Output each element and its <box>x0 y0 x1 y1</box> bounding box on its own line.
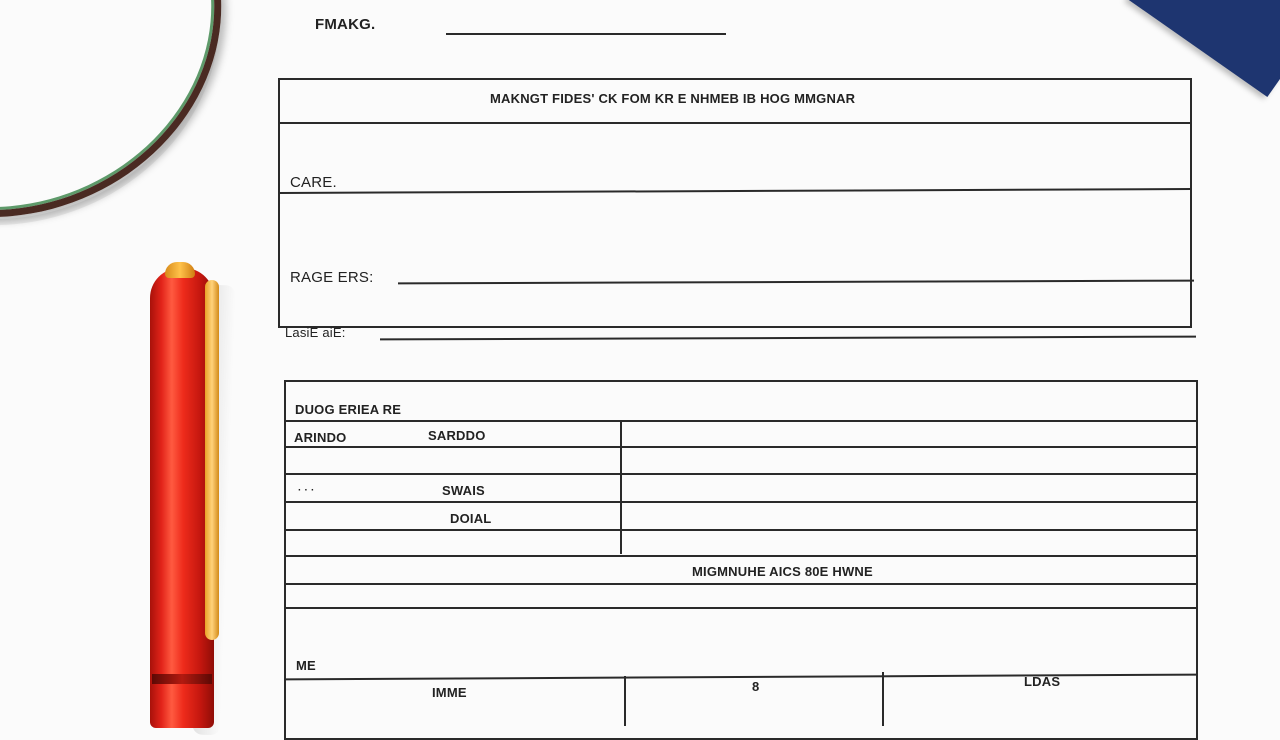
summary-header: MIGMNUHE AICS 80E HWNE <box>692 564 873 579</box>
bottom-col-1: IMME <box>432 685 467 700</box>
eyeglasses <box>0 0 277 277</box>
table-row-divider <box>284 555 1198 557</box>
col-mid-header: SARDDO <box>428 428 486 443</box>
table-row-divider <box>284 607 1198 609</box>
pen-band <box>152 674 212 684</box>
table-section-title: DUOG ERIEA RE <box>295 402 402 417</box>
row-markers: · · · <box>298 485 315 496</box>
table-row-divider <box>284 529 1198 531</box>
bottom-left-label: ME <box>296 658 316 673</box>
lasie-label: LasiE aiE: <box>285 325 346 340</box>
pen-clip <box>205 280 219 640</box>
details-table <box>284 380 1198 740</box>
table-row-divider <box>284 583 1198 585</box>
table-column-divider <box>620 420 622 554</box>
name-line[interactable] <box>446 33 726 35</box>
table-column-divider <box>624 676 626 726</box>
table-row-divider <box>284 420 1198 422</box>
col-left-header: ARINDO <box>294 430 347 445</box>
bottom-col-2: 8 <box>752 679 760 694</box>
table-column-divider <box>882 672 884 726</box>
row-label-2: DOIAL <box>450 511 492 526</box>
bottom-col-3: LDAS <box>1024 674 1061 689</box>
pen-cap <box>165 262 195 278</box>
table-row-divider <box>284 446 1198 448</box>
name-label: FMAKG. <box>315 16 376 33</box>
lasie-line[interactable] <box>380 336 1196 341</box>
table-row-divider <box>284 501 1198 503</box>
title-divider <box>278 122 1192 124</box>
care-label: CARE. <box>290 174 337 191</box>
rage-label: RAGE ERS: <box>290 269 374 286</box>
row-label-1: SWAIS <box>442 483 485 498</box>
table-row-divider <box>284 473 1198 475</box>
form-title: MAKNGT FIDES' CK FOM KR E NHMEB IB HOG MMGNAR <box>490 91 856 106</box>
info-box <box>278 78 1192 328</box>
